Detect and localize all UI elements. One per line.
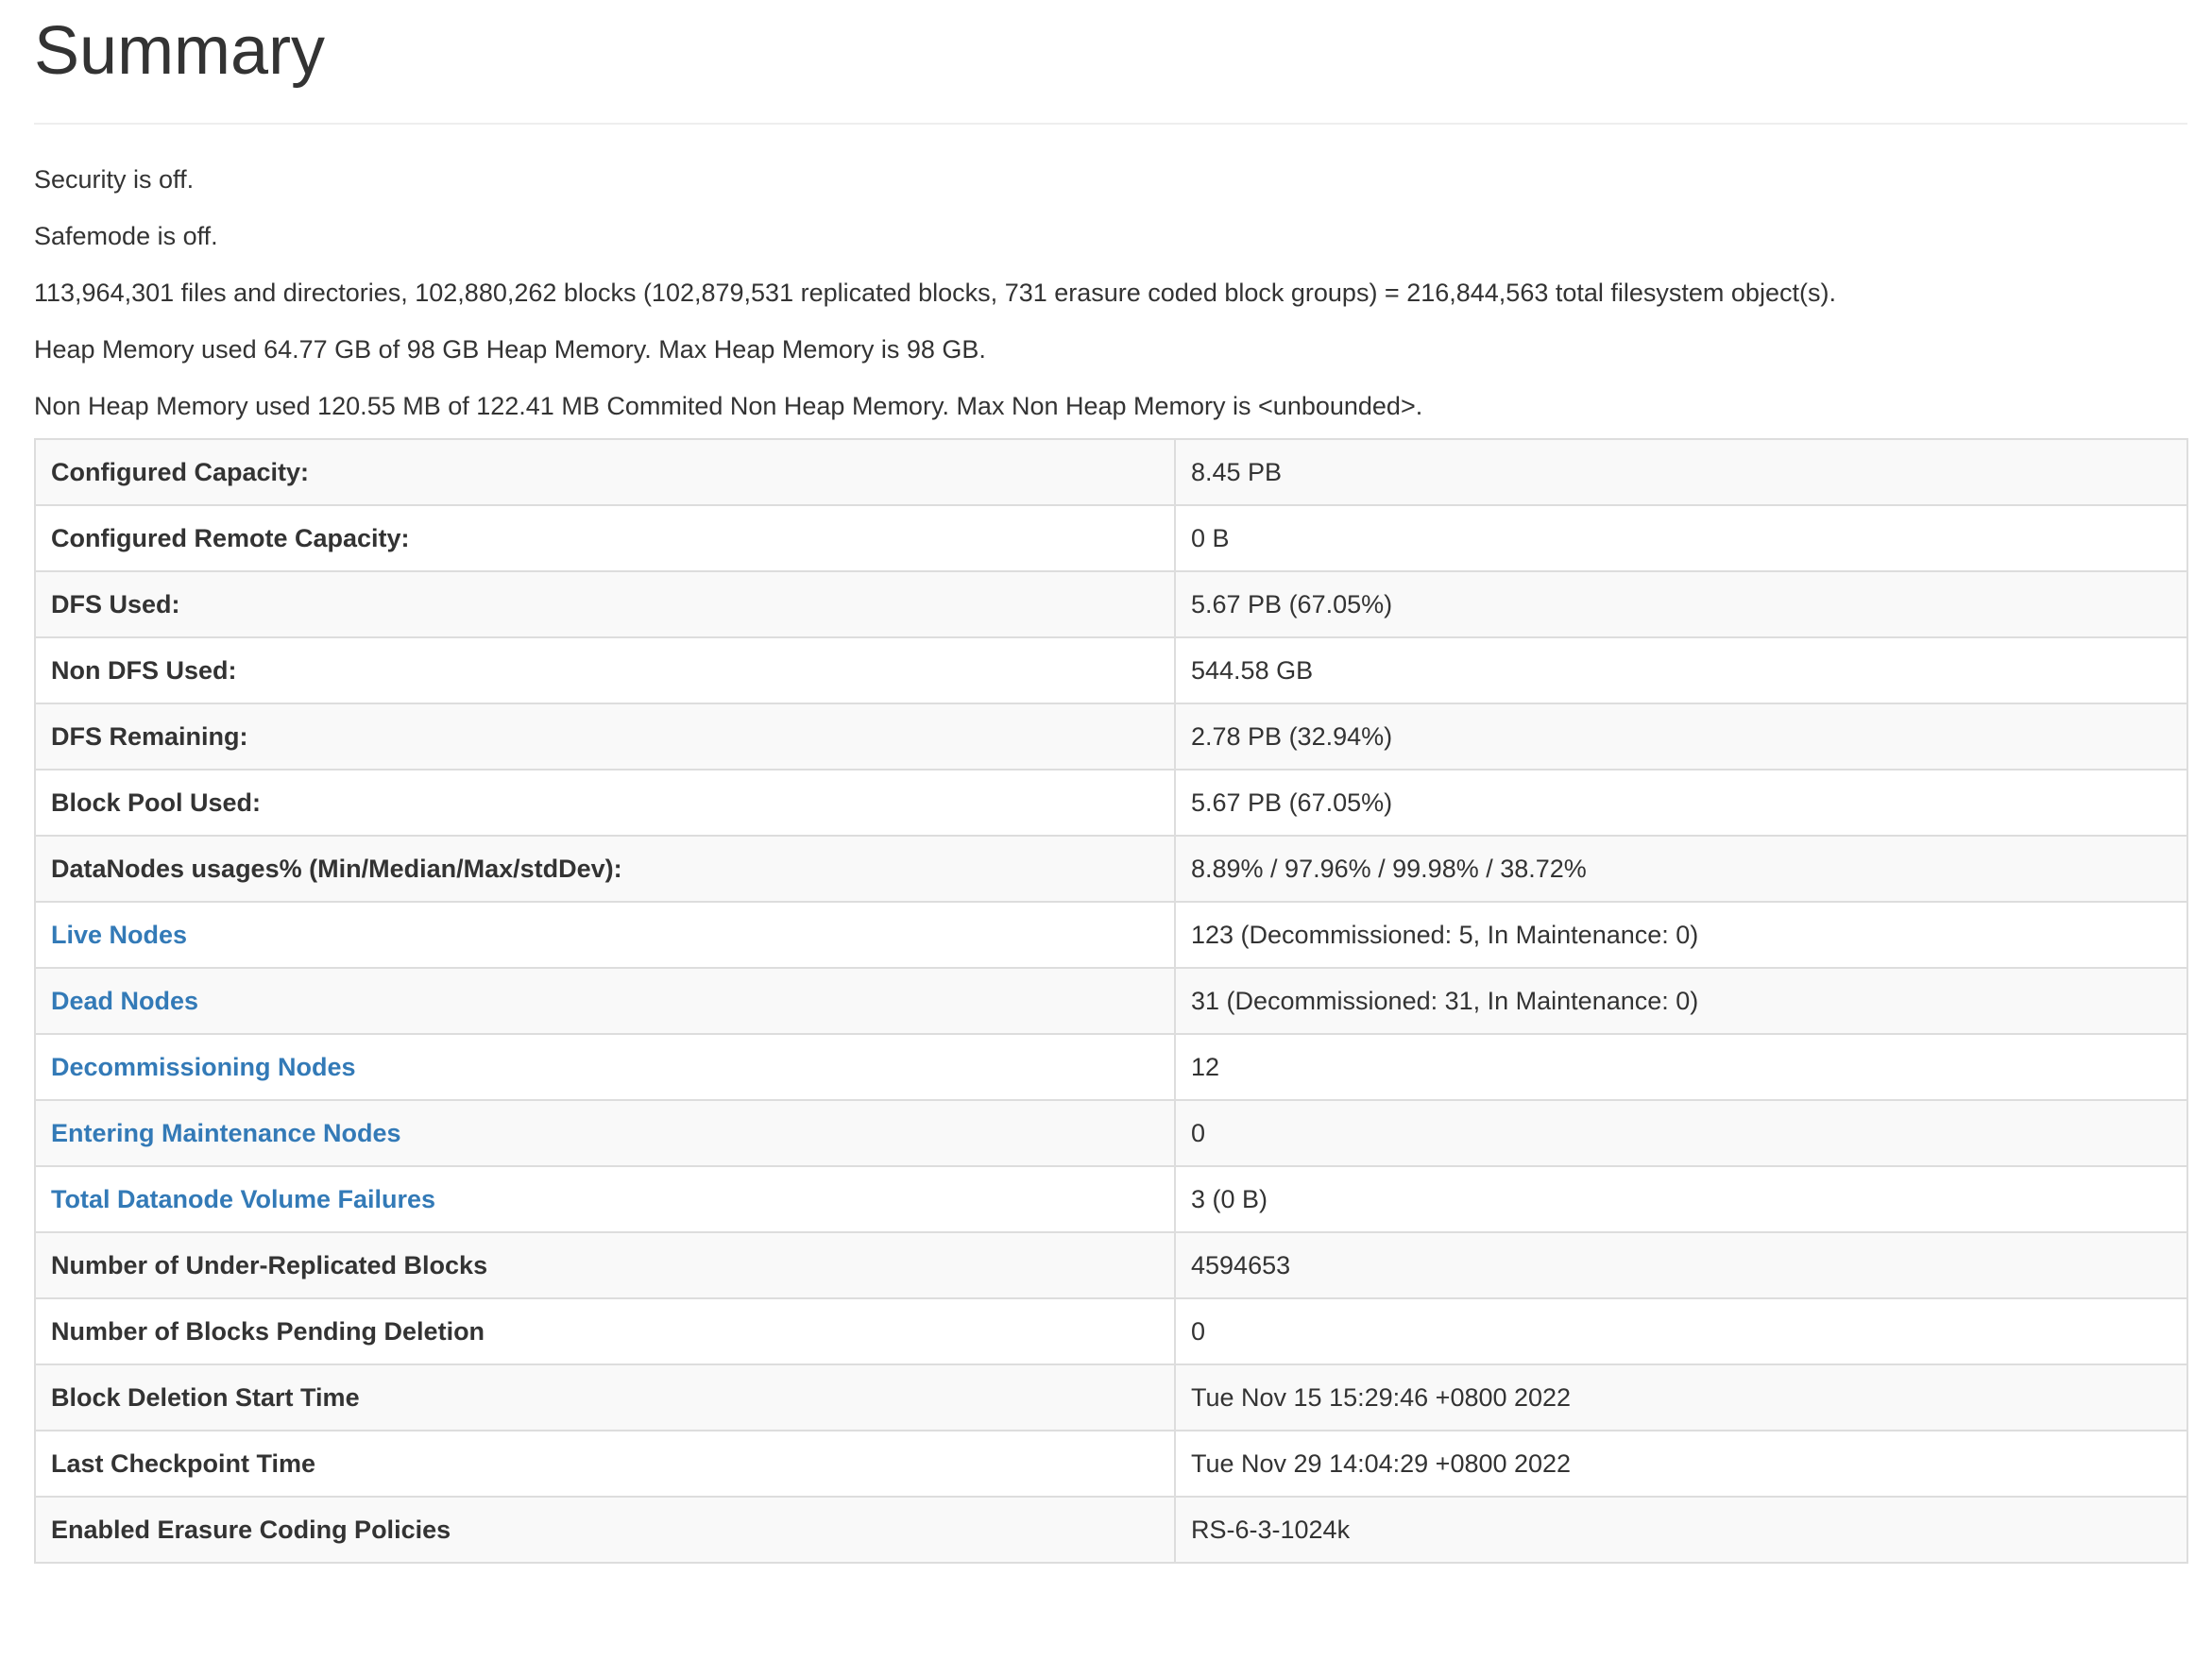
table-row xyxy=(35,505,2187,571)
table-row xyxy=(35,1497,2187,1563)
row-key-datanodes-usages: DataNodes usages% (Min/Median/Max/stdDev): xyxy=(35,836,1175,902)
volume-failures-link[interactable]: Total Datanode Volume Failures xyxy=(51,1184,436,1213)
row-key-volume-failures xyxy=(35,1166,1175,1232)
page-title: Summary xyxy=(34,13,326,89)
table-row xyxy=(35,1364,2187,1431)
row-value-under-replicated-blocks: 4594653 xyxy=(1175,1232,2187,1298)
row-value-blocks-pending-deletion: 0 xyxy=(1175,1298,2187,1364)
row-value-dfs-remaining: 2.78 PB (32.94%) xyxy=(1175,703,2187,770)
row-value-volume-failures: 3 (0 B) xyxy=(1175,1166,2187,1232)
table-row xyxy=(35,571,2187,637)
table-row xyxy=(35,902,2187,968)
heap-memory-status: Heap Memory used 64.77 GB of 98 GB Heap Memory. Max Heap Memory is 98 GB. xyxy=(34,335,986,364)
summary-table xyxy=(34,438,2188,1564)
row-key-live-nodes xyxy=(35,902,1175,968)
table-row xyxy=(35,1100,2187,1166)
row-value-last-checkpoint-time: Tue Nov 29 14:04:29 +0800 2022 xyxy=(1175,1431,2187,1497)
row-value-erasure-coding-policies: RS-6-3-1024k xyxy=(1175,1497,2187,1563)
row-value-entering-maintenance-nodes: 0 xyxy=(1175,1100,2187,1166)
row-key-decommissioning-nodes xyxy=(35,1034,1175,1100)
row-value-dfs-used: 5.67 PB (67.05%) xyxy=(1175,571,2187,637)
row-value-configured-remote-capacity: 0 B xyxy=(1175,505,2187,571)
row-value-configured-capacity: 8.45 PB xyxy=(1175,439,2187,505)
row-key-last-checkpoint-time: Last Checkpoint Time xyxy=(35,1431,1175,1497)
table-row xyxy=(35,968,2187,1034)
row-key-blocks-pending-deletion: Number of Blocks Pending Deletion xyxy=(35,1298,1175,1364)
row-key-dfs-used: DFS Used: xyxy=(35,571,1175,637)
row-value-block-pool-used: 5.67 PB (67.05%) xyxy=(1175,770,2187,836)
row-value-dead-nodes: 31 (Decommissioned: 31, In Maintenance: 0) xyxy=(1175,968,2187,1034)
table-row xyxy=(35,1034,2187,1100)
table-row xyxy=(35,637,2187,703)
non-heap-memory-status: Non Heap Memory used 120.55 MB of 122.41 MB Commited Non Heap Memory. Max Non Heap Memory is <unbounded>. xyxy=(34,392,1423,420)
row-key-configured-remote-capacity: Configured Remote Capacity: xyxy=(35,505,1175,571)
row-value-block-deletion-start-time: Tue Nov 15 15:29:46 +0800 2022 xyxy=(1175,1364,2187,1431)
row-value-non-dfs-used: 544.58 GB xyxy=(1175,637,2187,703)
table-row xyxy=(35,1431,2187,1497)
row-key-under-replicated-blocks: Number of Under-Replicated Blocks xyxy=(35,1232,1175,1298)
row-key-erasure-coding-policies: Enabled Erasure Coding Policies xyxy=(35,1497,1175,1563)
filesystem-summary: 113,964,301 files and directories, 102,880,262 blocks (102,879,531 replicated blocks, 731 erasure coded block groups) = 216,844,563 total filesystem object(s). xyxy=(34,279,1836,307)
table-row xyxy=(35,770,2187,836)
table-row xyxy=(35,1232,2187,1298)
table-row xyxy=(35,703,2187,770)
table-row xyxy=(35,1166,2187,1232)
row-value-live-nodes: 123 (Decommissioned: 5, In Maintenance: 0) xyxy=(1175,902,2187,968)
row-value-datanodes-usages: 8.89% / 97.96% / 99.98% / 38.72% xyxy=(1175,836,2187,902)
title-divider xyxy=(34,123,2187,125)
summary-page xyxy=(34,0,2187,1564)
row-key-non-dfs-used: Non DFS Used: xyxy=(35,637,1175,703)
row-key-block-pool-used: Block Pool Used: xyxy=(35,770,1175,836)
entering-maintenance-nodes-link[interactable]: Entering Maintenance Nodes xyxy=(51,1118,401,1147)
security-status: Security is off. xyxy=(34,165,195,194)
row-key-entering-maintenance-nodes xyxy=(35,1100,1175,1166)
live-nodes-link[interactable]: Live Nodes xyxy=(51,920,188,949)
row-key-dead-nodes xyxy=(35,968,1175,1034)
row-key-block-deletion-start-time: Block Deletion Start Time xyxy=(35,1364,1175,1431)
table-row xyxy=(35,836,2187,902)
status-messages xyxy=(34,161,2187,444)
safemode-status: Safemode is off. xyxy=(34,222,218,250)
row-value-decommissioning-nodes: 12 xyxy=(1175,1034,2187,1100)
row-key-dfs-remaining: DFS Remaining: xyxy=(35,703,1175,770)
row-key-configured-capacity: Configured Capacity: xyxy=(35,439,1175,505)
decommissioning-nodes-link[interactable]: Decommissioning Nodes xyxy=(51,1052,356,1081)
table-row xyxy=(35,439,2187,505)
table-row xyxy=(35,1298,2187,1364)
dead-nodes-link[interactable]: Dead Nodes xyxy=(51,986,199,1015)
